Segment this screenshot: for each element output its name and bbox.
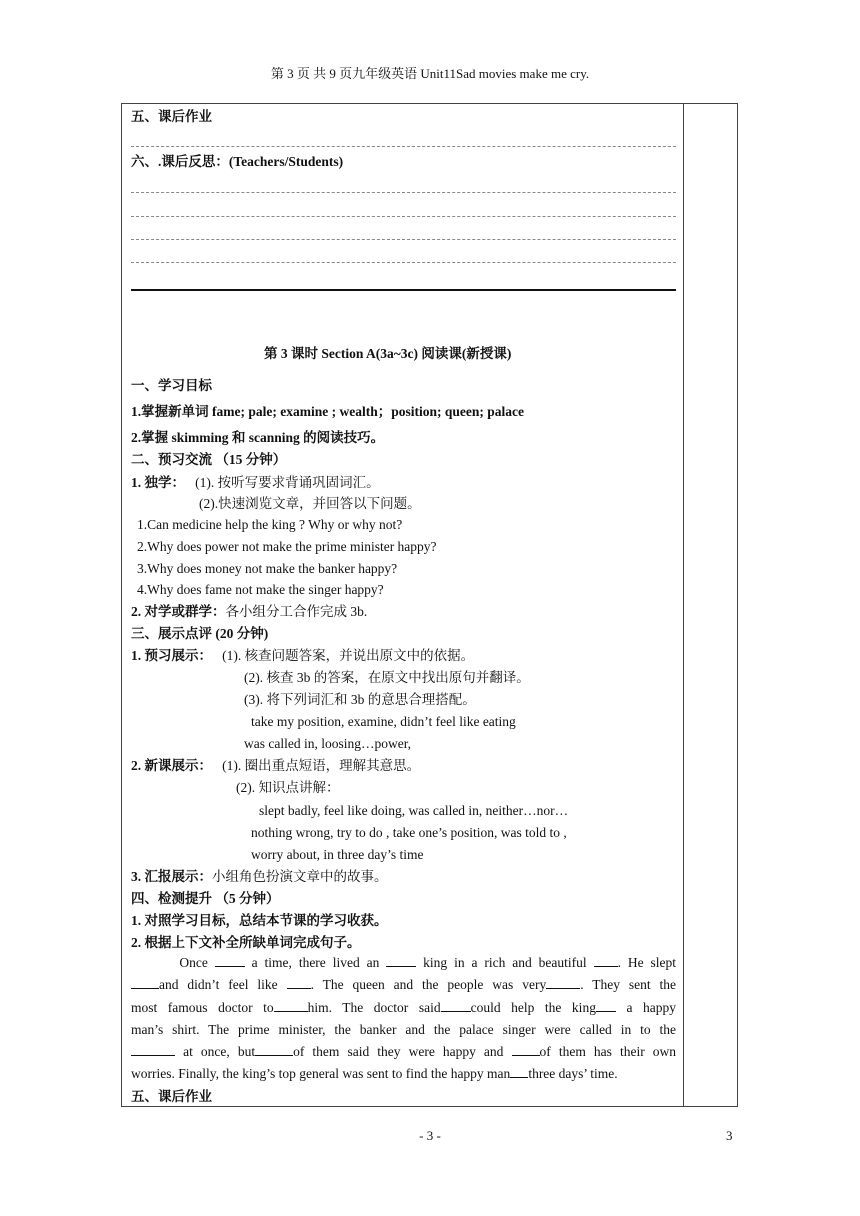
page-number: - 3 - — [419, 1128, 441, 1143]
points-line-2: nothing wrong, try to do , take one’s position, was told to , — [251, 825, 567, 840]
cloze-line: Once a time, there lived an king in a rich and beautiful . He slept — [179, 955, 676, 970]
preview-show-3: (3). 将下列词汇和 3b 的意思合理搭配。 — [244, 692, 476, 707]
cloze-blank[interactable] — [546, 976, 580, 989]
report-text: 小组角色扮演文章中的故事。 — [212, 869, 388, 884]
cloze-blank[interactable] — [255, 1043, 293, 1056]
writing-line — [131, 216, 676, 217]
homework-title: 五、课后作业 — [131, 109, 212, 124]
writing-line — [131, 146, 676, 147]
page-number-right: 3 — [726, 1128, 733, 1143]
page-header: 第 3 页 共 9 页九年级英语 Unit11Sad movies make me cry. — [270, 66, 590, 81]
group-study-text: 各小组分工合作完成 3b. — [225, 604, 368, 619]
cloze-line: man’s shirt. The prime minister, the banker and the palace singer were called in to the — [131, 1021, 676, 1037]
section-divider — [131, 289, 676, 291]
points-line-3: worry about, in three day’s time — [251, 847, 424, 862]
reflection-title: 六、.课后反思：(Teachers/Students) — [131, 154, 344, 169]
question-1: 1.Can medicine help the king ? Why or why not? — [137, 517, 403, 532]
cloze-paragraph — [131, 952, 676, 1086]
cloze-blank[interactable] — [441, 999, 471, 1012]
question-3: 3.Why does money not make the banker happy? — [137, 561, 398, 576]
writing-line — [131, 239, 676, 240]
group-study-label: 2. 对学或群学： — [131, 604, 226, 619]
cloze-blank[interactable] — [131, 1043, 175, 1056]
cloze-blank[interactable] — [596, 999, 616, 1012]
cloze-line: worries. Finally, the king’s top general was sent to find the happy man three days’ time. — [131, 1066, 618, 1082]
phrases-line-1: take my position, examine, didn’t feel like eating — [251, 714, 516, 729]
cloze-line: and didn’t feel like . The queen and the people was very . They sent the — [131, 974, 676, 996]
preview-show-label: 1. 预习展示： — [131, 648, 212, 663]
test-title: 四、检测提升 （5 分钟） — [131, 891, 280, 906]
cloze-line: most famous doctor to him. The doctor said could help the king a happy — [131, 999, 677, 1015]
cloze-blank[interactable] — [215, 954, 245, 967]
self-study-label: 1. 独学： — [131, 475, 185, 490]
cloze-blank[interactable] — [274, 999, 308, 1012]
cloze-blank[interactable] — [510, 1065, 528, 1078]
new-show-2: (2). 知识点讲解： — [236, 780, 340, 795]
question-4: 4.Why does fame not make the singer happy? — [137, 582, 384, 597]
cloze-blank[interactable] — [594, 954, 618, 967]
cloze-blank[interactable] — [512, 1043, 540, 1056]
cloze-line: at once, but of them said they were happy and of them has their own — [131, 1041, 676, 1063]
test-item-1: 1. 对照学习目标，总结本节课的学习收获。 — [131, 913, 388, 928]
new-show-label: 2. 新课展示： — [131, 758, 212, 773]
show-title: 三、展示点评 (20 分钟) — [131, 626, 269, 641]
goal-2: 2.掌握 skimming 和 scanning 的阅读技巧。 — [131, 430, 385, 445]
phrases-line-2: was called in, loosing…power, — [244, 736, 412, 751]
preview-show-2: (2). 核查 3b 的答案，在原文中找出原句并翻译。 — [244, 670, 530, 685]
writing-line — [131, 192, 676, 193]
cloze-blank[interactable] — [386, 954, 416, 967]
writing-line — [131, 262, 676, 263]
question-2: 2.Why does power not make the prime minister happy? — [137, 539, 437, 554]
self-study-2: (2).快速浏览文章，并回答以下问题。 — [199, 496, 421, 511]
goal-1: 1.掌握新单词 fame; pale; examine ; wealth；position; queen; palace — [131, 404, 524, 419]
test-item-2: 2. 根据上下文补全所缺单词完成句子。 — [131, 935, 361, 950]
self-study-1: (1). 按听写要求背诵巩固词汇。 — [195, 475, 380, 490]
report-label: 3. 汇报展示： — [131, 869, 212, 884]
lesson-table — [121, 103, 738, 1107]
cloze-blank[interactable] — [131, 976, 159, 989]
preview-title: 二、预习交流 （15 分钟） — [131, 452, 287, 467]
goals-title: 一、学习目标 — [131, 378, 212, 393]
points-line-1: slept badly, feel like doing, was called in, neither…nor… — [259, 803, 569, 818]
column-divider — [683, 104, 684, 1106]
cloze-blank[interactable] — [287, 976, 311, 989]
homework-title-bottom: 五、课后作业 — [131, 1089, 212, 1104]
new-show-1: (1). 圈出重点短语，理解其意思。 — [222, 758, 421, 773]
preview-show-1: (1). 核查问题答案，并说出原文中的依据。 — [222, 648, 475, 663]
lesson-title: 第 3 课时 Section A(3a~3c) 阅读课(新授课) — [264, 346, 512, 361]
